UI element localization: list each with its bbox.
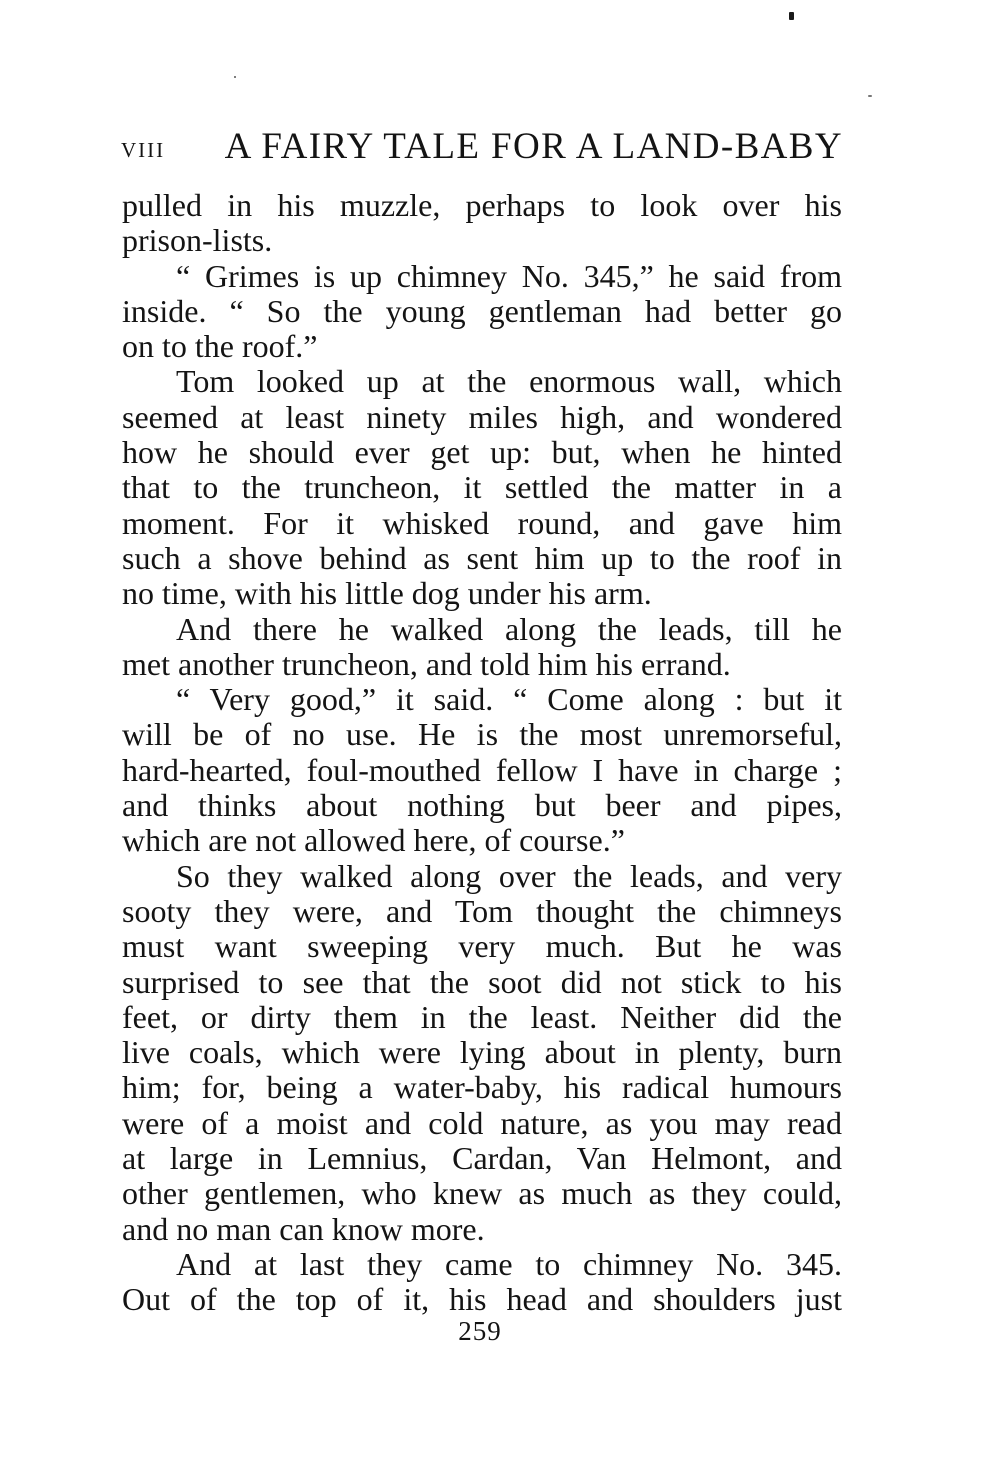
- text-line: live coals, which were lying about in plenty, burn: [122, 1034, 842, 1071]
- text-line: feet, or dirty them in the least. Neither did the: [122, 998, 842, 1035]
- text-line: “ Grimes is up chimney No. 345,” he said from: [176, 257, 842, 294]
- page-header: [121, 125, 843, 173]
- text-line: surprised to see that the soot did not stick to his: [122, 963, 842, 1000]
- ink-speck: [868, 95, 872, 97]
- folio: viii: [121, 131, 166, 164]
- text-line: hard-hearted, foul-mouthed fellow I have in charge ;: [122, 751, 842, 788]
- text-line: him; for, being a water-baby, his radical humours: [122, 1069, 842, 1106]
- text-line: how he should ever get up: but, when he hinted: [122, 434, 842, 471]
- text-line: were of a moist and cold nature, as you may read: [122, 1104, 842, 1141]
- text-line: prison-lists.: [122, 222, 273, 259]
- text-line: other gentlemen, who knew as much as they could,: [122, 1175, 842, 1212]
- body-text: [122, 188, 842, 1318]
- text-line: Out of the top of it, his head and shoulders just: [122, 1281, 842, 1318]
- text-line: no time, with his little dog under his arm.: [122, 575, 652, 612]
- text-line: and no man can know more.: [122, 1210, 485, 1247]
- text-line: pulled in his muzzle, perhaps to look over his: [122, 187, 842, 223]
- text-line: and thinks about nothing but beer and pipes,: [122, 787, 842, 824]
- text-line: And at last they came to chimney No. 345.: [176, 1245, 842, 1282]
- text-line: at large in Lemnius, Cardan, Van Helmont, and: [122, 1140, 842, 1177]
- text-line: And there he walked along the leads, till he: [176, 610, 842, 647]
- text-line: such a shove behind as sent him up to the roof in: [122, 539, 842, 576]
- text-line: So they walked along over the leads, and very: [176, 857, 842, 894]
- text-line: will be of no use. He is the most unremorseful,: [122, 716, 842, 753]
- text-line: which are not allowed here, of course.”: [122, 822, 625, 859]
- text-line: on to the roof.”: [122, 328, 318, 365]
- text-line: must want sweeping very much. But he was: [122, 928, 842, 965]
- page-number: 259: [458, 1316, 502, 1346]
- text-line: inside. “ So the young gentleman had better go: [122, 292, 842, 329]
- text-line: Tom looked up at the enormous wall, which: [176, 363, 842, 400]
- text-line: “ Very good,” it said. “ Come along : but it: [176, 681, 842, 718]
- text-line: sooty they were, and Tom thought the chimneys: [122, 892, 842, 929]
- ink-speck: [789, 12, 794, 20]
- text-line: met another truncheon, and told him his errand.: [122, 645, 731, 682]
- text-line: moment. For it whisked round, and gave him: [122, 504, 842, 541]
- text-line: seemed at least ninety miles high, and wondered: [122, 398, 842, 435]
- ink-speck: [234, 76, 236, 78]
- running-title: A FAIRY TALE FOR A LAND-BABY: [224, 126, 843, 167]
- text-line: that to the truncheon, it settled the matter in a: [122, 469, 842, 506]
